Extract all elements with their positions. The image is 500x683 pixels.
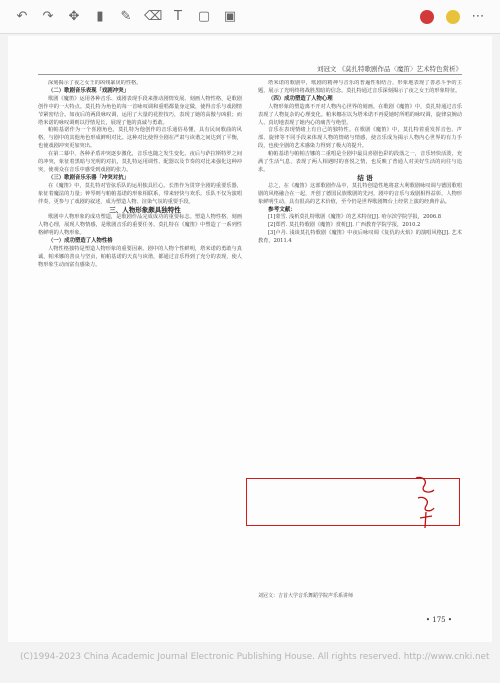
author-footnote: 刘冠文：吉首大学音乐舞蹈学院声乐系讲师 — [258, 593, 354, 599]
handwritten-annotation[interactable] — [410, 472, 440, 532]
paragraph: 深刻揭示了夜之女王的凶残暴戾的性格。 — [48, 80, 142, 86]
reference-item: [3]卢丹. 浅谈莫扎特歌剧《魔笛》中夜后咏叹调《复仇的火焰》的演唱风格[J]. 艺术教育，2011.4 — [258, 230, 462, 245]
red-color-dot[interactable] — [420, 10, 434, 24]
paragraph: 歌剧中人物形象的成功塑造，是歌剧作品完成成功的重要标志。塑造人物性格，刻画人物心理，展现人物情感，是歌剧音乐的重要任务。莫扎特在《魔笛》中塑造了一系列性格鲜明的人物形象。 — [38, 214, 242, 237]
header-rule — [38, 74, 462, 75]
move-icon[interactable]: ✥ — [68, 8, 80, 24]
paragraph: 人物性格独特是塑造人物形象的重要因素。剧中的人物个性鲜明，塔米诺的勇敢与真诚，帕米娜的善良与坚贞，帕帕基诺的天真与诙谐，都通过音乐得到了充分的表现，使人物形象生动而富有感染力。 — [38, 246, 242, 268]
image-icon[interactable]: ▣ — [223, 8, 237, 24]
handwriting-stroke — [416, 477, 434, 528]
document-page — [8, 36, 492, 642]
references-title: 参考文献： — [268, 206, 296, 213]
undo-icon[interactable]: ↶ — [16, 8, 28, 24]
reference-item: [2]郑哲. 莫扎特歌剧《魔笛》赏析[J]. 广西教育学院学报，2010.2 — [268, 222, 421, 229]
pen-icon[interactable]: ✎ — [120, 8, 132, 24]
paragraph: 歌剧《魔笛》运用各种音乐、戏剧表现手段来推动剧情发展、刻画人物性格，是歌剧创作中的一大特点。莫扎特为角色的每一首咏叹调和重唱都量身定做，使得音乐与戏剧情节紧密结合。如夜后的两段咏叹调，运用了大量的花腔技巧，表现了她的高傲与凶狠；而塔米诺的咏叹调则以抒情见长，展现了他的真诚与勇敢。 — [38, 95, 242, 126]
paragraph: 人物形象的塑造离不开对人物内心世界的刻画。在歌剧《魔笛》中，莫扎特通过音乐表现了人物复杂的心理变化。帕米娜在以为塔米诺不再爱她时所唱的咏叹调，旋律哀婉动人，真切地表现了她内心的痛苦与绝望。 — [258, 103, 462, 126]
section-heading: （一）成功塑造了人物性格 — [48, 238, 113, 245]
section-heading: （四）成功塑造了人物心理 — [268, 95, 333, 102]
cnki-watermark: (C)1994-2023 China Academic Journal Electronic Publishing House. All rights reserved. http://www.cnki.net — [20, 652, 490, 662]
highlighter-icon[interactable]: ▮ — [96, 8, 104, 24]
more-icon[interactable]: ⋯ — [471, 8, 485, 24]
eraser-icon[interactable]: ⌫ — [144, 8, 163, 24]
page-number: • 175 • — [425, 616, 452, 624]
section-heading: 三、人物形象颇具独特性 — [109, 205, 181, 214]
paragraph: 帕帕基诺作为一个喜剧角色，莫扎特为他创作的音乐通俗易懂，具有民间歌曲的风格，与剧中的其他角色形成鲜明对比。这种对比使得全剧在严肃与诙谐之间达到了平衡，也使戏剧冲突更加突出。 — [38, 127, 242, 150]
section-heading: （二）歌剧音乐表现「戏剧冲突」 — [48, 87, 129, 94]
running-header: 刘冠文 《莫扎特歌剧作品〈魔笛〉艺术特色赏析》 — [316, 65, 462, 73]
annotation-toolbar — [0, 0, 500, 34]
paragraph: 塔米诺的歌剧中，歌剧的精神与音乐的普遍性相结合，形象地表现了善恶斗争的主题，展示了光明终将战胜黑暗的信念。莫扎特通过音乐深刻揭示了夜之女王的形象特征。 — [258, 80, 462, 94]
paragraph: 帕帕基诺与帕帕吉娜的二重唱是全剧中最具喜剧色彩的段落之一，音乐轻快活泼，充满了生活气息，表现了两人相遇时的喜悦之情，也反映了普通人对美好生活的向往与追求。 — [258, 151, 462, 173]
paragraph: 在第二幕中，各种矛盾冲突逐步激化，音乐也随之发生变化。夜后与萨拉斯特罗之间的冲突，象征着黑暗与光明的对抗，莫扎特运用调性、配器以及节奏的对比来强化这种冲突，使观众在音乐中感受到戏剧的张力。 — [38, 151, 242, 173]
left-column — [38, 80, 242, 270]
section-heading: 结 语 — [357, 173, 373, 182]
paragraph: 总之，在《魔笛》这部歌剧作品中，莫扎特创造性地将意大利歌剧咏叹调与德国歌唱剧的风格融合在一起，开创了德国民族歌剧的先河，剧中的音乐与戏剧相得益彰，人物形象鲜明生动，具有很高的艺术价值，至今仍是世界歌剧舞台上经常上演的经典作品。 — [258, 182, 462, 205]
reference-item: [1]蒙雪. 浅析莫扎特歌剧《魔笛》的艺术特征[J]. 哈尔滨学院学报，2006.8 — [268, 214, 442, 221]
yellow-color-dot[interactable] — [446, 10, 460, 24]
shape-icon[interactable]: ▢ — [197, 8, 211, 24]
right-column — [258, 80, 462, 246]
paragraph: 在《魔笛》中，莫扎特对管弦乐队的运用独具匠心。长笛作为贯穿全剧的重要乐器，象征着魔法的力量；钟琴则与帕帕基诺的形象相联系，带来轻快与欢乐。乐队不仅为演唱伴奏，更参与了戏剧的叙述，成为塑造人物、渲染气氛的重要手段。 — [38, 182, 242, 205]
paragraph: 音乐在表现情绪上有自己的独特性。在歌剧《魔笛》中，莫扎特着重发挥音色、声部、旋律等不同手段来体现人物的情绪与情感，使音乐成为揭示人物内心世界的有力手段，也使全剧的艺术感染力得到了极大的提升。 — [258, 127, 462, 150]
text-icon[interactable]: T — [174, 8, 182, 24]
section-heading: （三）歌剧音乐乐器「冲突对抗」 — [48, 174, 129, 181]
redo-icon[interactable]: ↷ — [42, 8, 54, 24]
